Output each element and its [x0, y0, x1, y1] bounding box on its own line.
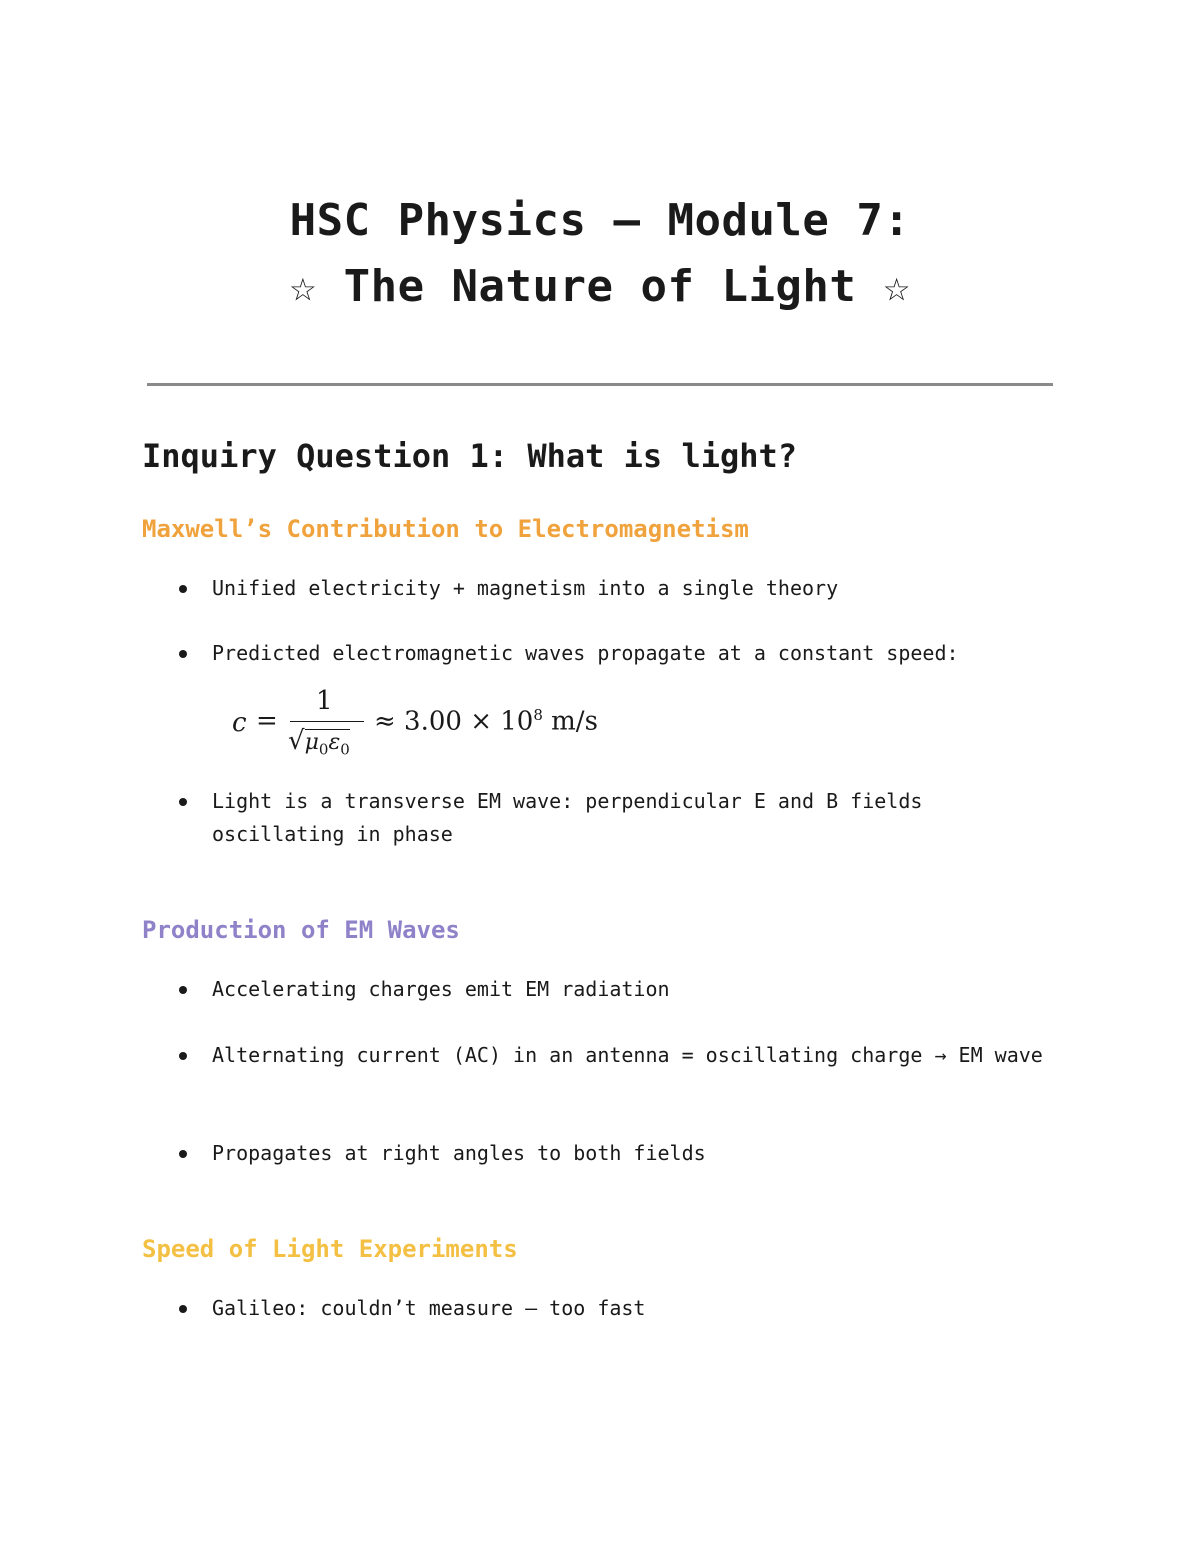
title-line-2: ☆ The Nature of Light ☆ [289, 261, 911, 312]
page-title [0, 188, 1200, 320]
formula-unit: m/s [542, 706, 598, 737]
list-item-text: Predicted electromagnetic waves propagate at a constant speed: [212, 641, 959, 665]
epsilon-subscript: 0 [340, 740, 350, 759]
mu-subscript: 0 [318, 740, 329, 759]
list-item-text: Alternating current (AC) in an antenna = oscillating charge → EM wave [212, 1043, 1043, 1067]
speed-heading: Speed of Light Experiments [142, 1235, 518, 1263]
horizontal-divider [147, 383, 1053, 386]
formula-denominator [288, 726, 350, 758]
fraction-bar [290, 721, 364, 722]
bullet-icon [179, 1052, 187, 1060]
formula-value: ≈ 3.00 × 10 [374, 706, 534, 737]
formula-lhs: c [232, 708, 247, 738]
bullet-icon [179, 1150, 187, 1158]
list-item [180, 785, 1060, 851]
radicand [304, 729, 350, 759]
list-item [180, 973, 1060, 1006]
bullet-icon [179, 798, 187, 806]
bullet-icon [179, 1305, 187, 1313]
list-item-text: Unified electricity + magnetism into a single theory [212, 576, 839, 600]
formula-equals: = [256, 706, 278, 736]
list-item [180, 1137, 1060, 1170]
formula-numerator: 1 [316, 686, 333, 716]
bullet-icon [179, 650, 187, 658]
formula-rhs [374, 706, 598, 737]
formula-exponent: 8 [533, 706, 543, 724]
list-item [180, 637, 1060, 670]
production-heading: Production of EM Waves [142, 916, 460, 944]
bullet-icon [179, 986, 187, 994]
list-item [180, 1039, 1060, 1072]
list-item-text: Galileo: couldn’t measure – too fast [212, 1296, 646, 1320]
mu-symbol: μ [304, 730, 319, 755]
maxwell-heading: Maxwell’s Contribution to Electromagnetism [142, 515, 749, 543]
list-item-text: Propagates at right angles to both fields [212, 1141, 706, 1165]
epsilon-symbol: ε [328, 730, 341, 755]
inquiry-question-heading: Inquiry Question 1: What is light? [142, 437, 798, 475]
bullet-icon [179, 585, 187, 593]
title-line-1: HSC Physics – Module 7: [289, 195, 911, 246]
list-item [180, 1292, 1060, 1325]
list-item-text: Accelerating charges emit EM radiation [212, 977, 670, 1001]
list-item [180, 572, 1060, 605]
list-item-text: Light is a transverse EM wave: perpendicular E and B fields oscillating in phase [212, 789, 935, 846]
sqrt-icon: √ [288, 726, 305, 756]
